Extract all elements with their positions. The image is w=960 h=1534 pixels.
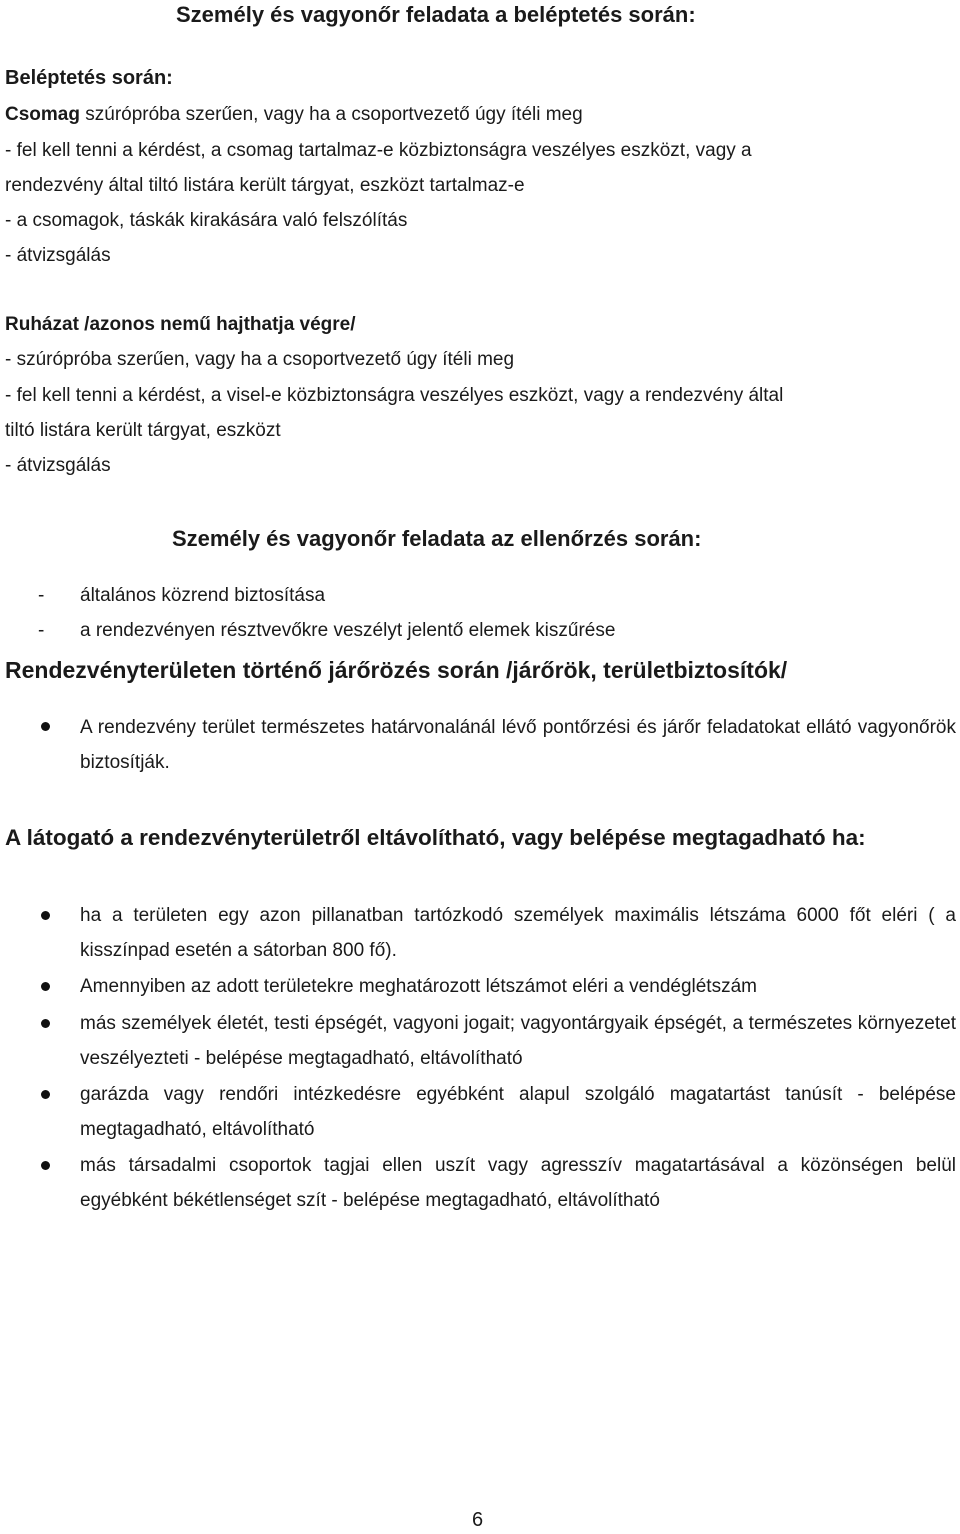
patrol-heading: Rendezvényterületen történő járőrözés során /járőrök, területbiztosítók/ <box>5 657 788 683</box>
clothing-line: tiltó listára került tárgyat, eszközt <box>5 420 281 441</box>
dash-marker: - <box>38 620 45 641</box>
visitor-bullet-text: más társadalmi csoportok tagjai ellen uszít vagy agresszív magatartásával a közönségen belül egyébként békétlenséget szít - belépése megtagadható, eltávolítható <box>80 1155 956 1211</box>
clothing-line: - fel kell tenni a kérdést, a visel-e közbiztonságra veszélyes eszközt, vagy a rendezvény által <box>5 385 784 406</box>
page-title: Személy és vagyonőr feladata a beléptetés során: <box>176 2 696 27</box>
clothing-line: - átvizsgálás <box>5 455 111 476</box>
visitor-bullet-text: más személyek életét, testi épségét, vagyoni jogait; vagyontárgyaik épségét, a természetes környezetet veszélyezteti - belépése megtagadható, eltávolítható <box>80 1013 956 1069</box>
clothing-heading: Ruházat /azonos nemű hajthatja végre/ <box>5 314 356 335</box>
visitor-heading: A látogató a rendezvényterületről eltávolítható, vagy belépése megtagadható ha: <box>5 825 866 850</box>
bullet-icon <box>40 1160 52 1172</box>
package-text: szúrópróba szerűen, vagy ha a csoportvezető úgy ítéli meg <box>79 104 583 125</box>
control-item-text: a rendezvényen résztvevőkre veszélyt jelentő elemek kiszűrése <box>80 620 616 641</box>
clothing-line: - szúrópróba szerűen, vagy ha a csoportvezető úgy ítéli meg <box>5 349 515 370</box>
visitor-bullet-text: garázda vagy rendőri intézkedésre egyébként alapul szolgáló magatartást tanúsít - belépése megtagadható, eltávolítható <box>80 1084 956 1140</box>
package-label: Csomag <box>5 104 80 125</box>
bullet-icon <box>40 721 52 733</box>
control-heading: Személy és vagyonőr feladata az ellenőrzés során: <box>172 526 702 551</box>
page-number: 6 <box>472 1509 484 1531</box>
entry-line: - átvizsgálás <box>5 245 111 266</box>
entry-line: - a csomagok, táskák kirakására való felszólítás <box>5 210 408 231</box>
bullet-icon <box>40 910 52 922</box>
visitor-bullet-text: ha a területen egy azon pillanatban tartózkodó személyek maximális létszáma 6000 főt eléri ( a kisszínpad esetén a sátorban 800 fő). <box>80 905 956 961</box>
bullet-icon <box>40 1018 52 1030</box>
control-item-text: általános közrend biztosítása <box>80 585 326 606</box>
entry-line: rendezvény által tiltó listára került tárgyat, eszközt tartalmaz-e <box>5 175 525 196</box>
control-item <box>38 583 325 609</box>
patrol-bullet-text: A rendezvény terület természetes határvonalánál lévő pontőrzési és járőr feladatokat ellátó vagyonőrök biztosítják. <box>80 717 956 773</box>
dash-marker: - <box>38 585 45 606</box>
control-item <box>38 618 615 644</box>
entry-heading: Beléptetés során: <box>5 67 173 89</box>
bullet-icon <box>40 981 52 993</box>
visitor-bullet-text: Amennyiben az adott területekre meghatározott létszámot eléri a vendéglétszám <box>80 976 757 997</box>
entry-package-line <box>5 102 955 128</box>
entry-line: - fel kell tenni a kérdést, a csomag tartalmaz-e közbiztonságra veszélyes eszközt, vagy a <box>5 140 752 161</box>
bullet-icon <box>40 1089 52 1101</box>
